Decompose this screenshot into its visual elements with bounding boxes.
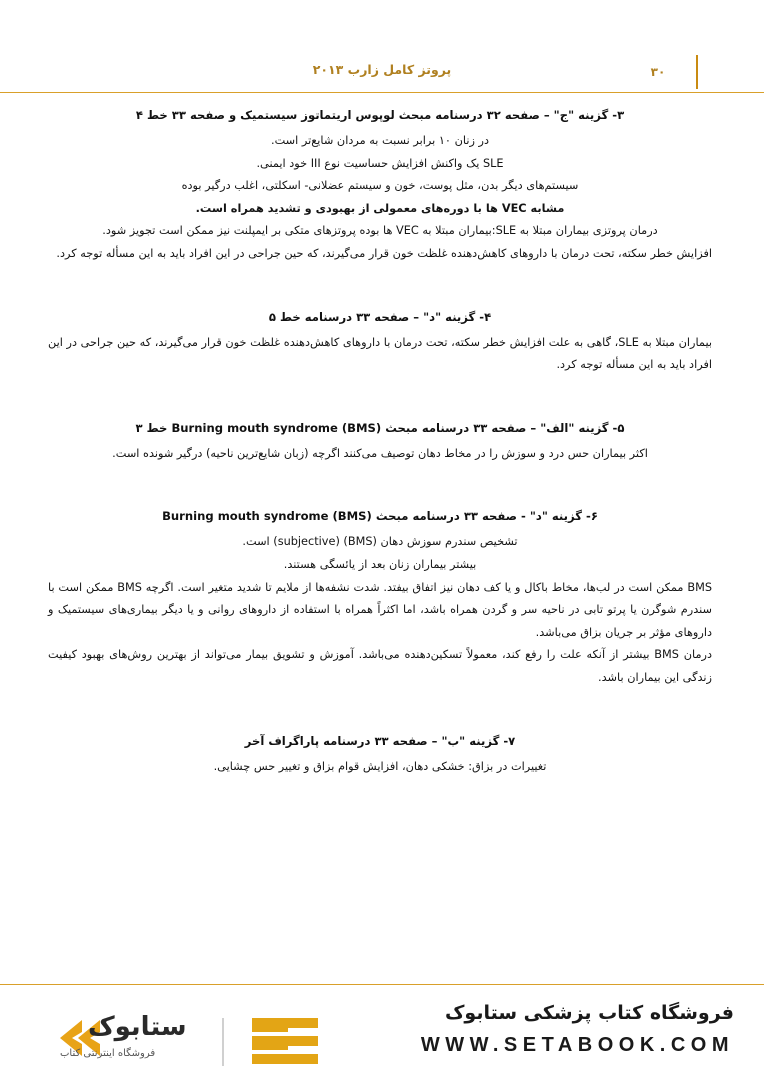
answer-paragraph: بیماران مبتلا به SLE، گاهی به علت افزایش خطر سکته، تحت درمان با داروهای کاهش‌دهنده غلظت خون قرار می‌گیرند، که حین جراحی در این افراد باید به این مسأله توجه کرد. [48,335,712,372]
answer-paragraph: درمان پروتزی بیماران مبتلا به SLE:بیماران مبتلا به VEC ها بوده پروتزهای متکی بر ایمپلنت نیز ممکن است تجویز شود. [102,224,658,238]
answer-paragraph: بیشتر بیماران زنان بعد از یائسگی هستند. [283,558,477,571]
answer-paragraph: سیستم‌های دیگر بدن، مثل پوست، خون و سیستم عضلانی- اسکلتی، اغلب درگیر بوده [181,179,579,193]
page-number: ۳۰ [650,65,666,79]
page-number-box [620,55,698,89]
block-spacer [48,383,712,417]
answer-block-q4 [48,306,712,377]
setabook-mark-icon [248,1016,322,1068]
footer-logo-divider [222,1018,224,1066]
footer-logo [26,1000,326,1070]
answer-heading: ۳- گزینه "ج" – صفحه ۳۲ درسنامه مبحث لوپوس اریتماتوز سیستمیک و صفحه ۳۳ خط ۴ [135,108,625,122]
answer-block-q7 [48,730,712,779]
answer-paragraph: در زنان ۱۰ برابر نسبت به مردان شایع‌تر است. [271,134,489,148]
footer-logo-subtitle: فروشگاه اینترنتی کتاب [60,1048,156,1059]
footer-logo-wordmark: ستابوک [88,1012,187,1042]
header-title: پروتز کامل زارب ۲۰۱۳ [312,62,452,77]
page-content [48,104,712,912]
answer-paragraph: تشخیص سندرم سوزش دهان (BMS) (subjective) است. [242,535,518,549]
header-divider [0,92,764,93]
page-footer [0,984,764,1080]
answer-heading: ۴- گزینه "د" – صفحه ۳۳ درسنامه خط ۵ [268,309,492,324]
page-header [0,0,764,92]
footer-website-url[interactable]: WWW.SETABOOK.COM [420,1034,734,1056]
answer-heading: ۷- گزینه "ب" – صفحه ۳۳ درسنامه پاراگراف آخر [244,733,516,748]
answer-block-q6 [48,505,712,689]
answer-paragraph: SLE یک واکنش افزایش حساسیت نوع III خود ایمنی. [256,156,504,170]
answer-block-q5 [48,417,712,466]
answer-paragraph: تغییرات در بزاق: خشکی دهان، افزایش قوام بزاق و تغییر حس چشایی. [213,759,547,773]
footer-brand-title: فروشگاه کتاب پزشکی ستابوک [444,1002,734,1024]
block-spacer [48,696,712,730]
answer-paragraph: BMS ممکن است در لب‌ها، مخاط باکال و یا کف دهان نیز اتفاق بیفتد. شدت نشفه‌ها از ملایم تا شدید متغیر است. اگرچه BMS ممکن است با سندرم شوگرن یا پرتو تابی در ناحیه سر و گردن همراه باشد، اما اکثراً همراه با استفاده از داروهای روانی و یا دیگر بیماری‌های سیستمیک و داروهای مؤثر بر جریان بزاق می‌باشد. [48,580,712,639]
footer-brand [421,1002,734,1057]
block-spacer [48,272,712,306]
answer-block-q3 [48,104,712,266]
block-spacer [48,471,712,505]
answer-paragraph-highlight: مشابه VEC ها با دوره‌های معمولی از بهبودی و تشدید همراه است. [195,201,565,215]
answer-paragraph: افزایش خطر سکته، تحت درمان با داروهای کاهش‌دهنده غلظت خون قرار می‌گیرند، که حین جراحی در این افراد باید به این مسأله توجه کرد. [56,246,712,260]
answer-heading: ۵- گزینه "الف" – صفحه ۳۳ درسنامه مبحث Burning mouth syndrome (BMS) خط ۳ [135,420,625,435]
answer-heading: ۶- گزینه "د" - صفحه ۳۳ درسنامه مبحث Burning mouth syndrome (BMS) [162,509,598,524]
answer-paragraph: اکثر بیماران حس درد و سوزش را در مخاط دهان توصیف می‌کنند اگرچه (زبان شایع‌ترین ناحیه) درگیر شونده است. [112,446,648,460]
answer-paragraph: درمان BMS بیشتر از آنکه علت را رفع کند، معمولاً تسکین‌دهنده می‌باشد. آموزش و تشویق بیمار می‌تواند از بهترین روش‌های بهبود کیفیت زندگی این بیماران باشد. [48,648,713,684]
